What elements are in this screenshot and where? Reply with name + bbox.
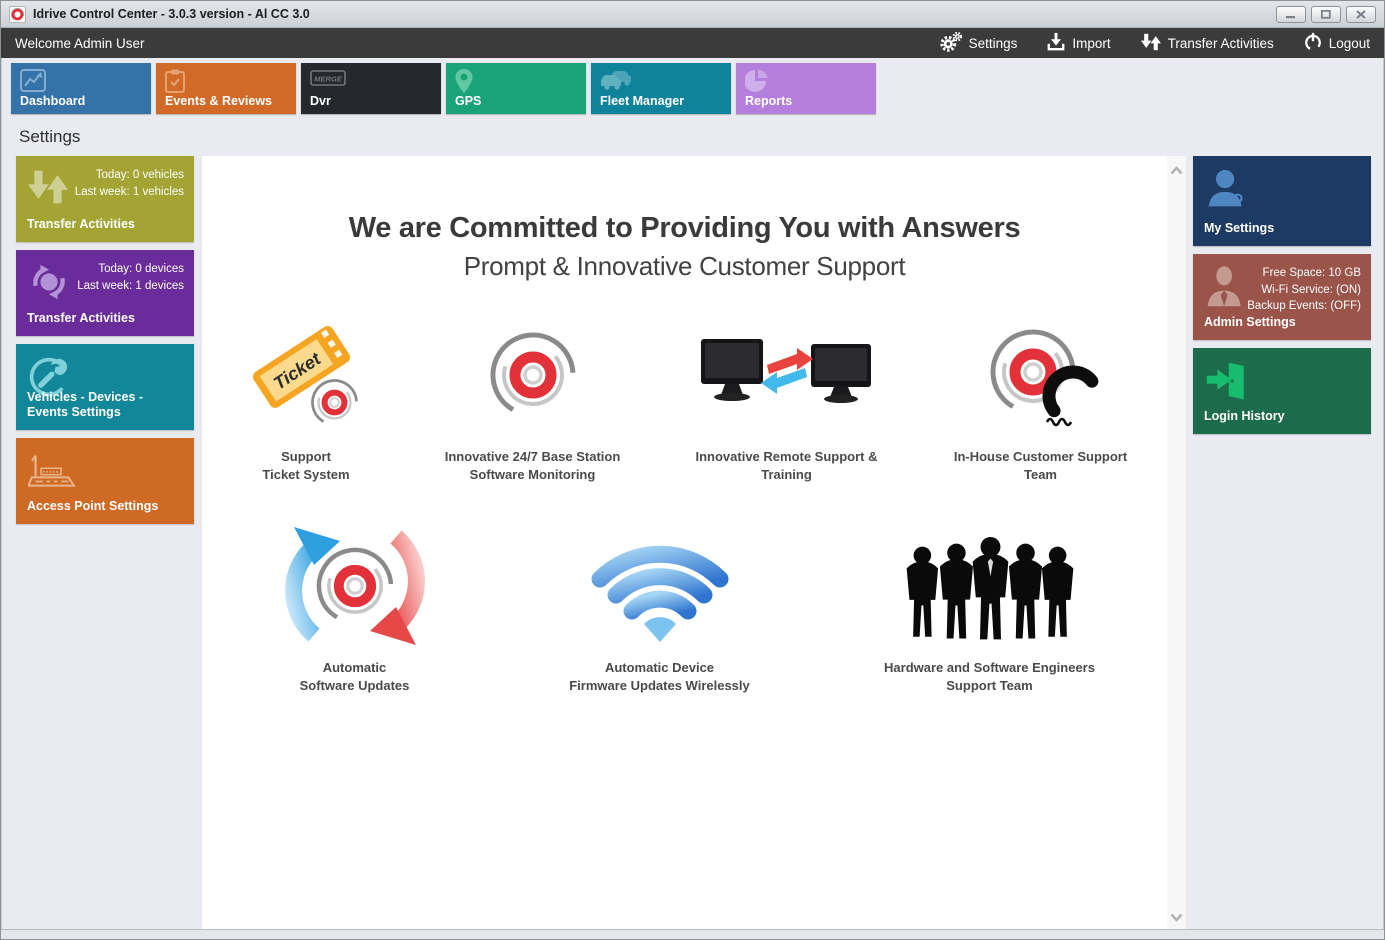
nav-tile-label: Fleet Manager xyxy=(600,94,685,108)
feature-label: Support xyxy=(281,449,331,464)
feature-support-ticket xyxy=(211,316,401,483)
feature-label: Firmware Updates Wirelessly xyxy=(569,677,750,693)
card-my-settings[interactable] xyxy=(1193,156,1371,246)
transfer-activities-label: Transfer Activities xyxy=(1167,35,1274,51)
support-ticket-icon xyxy=(247,316,365,434)
remote-monitors-icon xyxy=(701,316,873,434)
transfer-activities-button[interactable] xyxy=(1141,32,1274,55)
nav-tile-fleet-manager[interactable] xyxy=(591,63,731,114)
feature-label: Ticket System xyxy=(262,466,350,482)
card-label: Transfer Activities xyxy=(27,311,135,326)
scroll-down-icon[interactable] xyxy=(1167,907,1186,927)
import-button[interactable] xyxy=(1047,32,1110,54)
card-transfer-activities-devices[interactable] xyxy=(16,250,194,336)
feature-label: Software Updates xyxy=(299,677,410,693)
welcome-text: Welcome Admin User xyxy=(15,35,145,51)
stat-wifi-service: Wi-Fi Service: (ON) xyxy=(1261,283,1361,296)
feature-label: Support Team xyxy=(946,677,1033,693)
feature-remote-support xyxy=(664,316,909,483)
stat-backup-events: Backup Events: (OFF) xyxy=(1247,300,1361,313)
gears-icon xyxy=(940,32,962,55)
nav-tile-label: Dashboard xyxy=(20,94,86,108)
team-silhouettes-icon xyxy=(900,527,1080,645)
feature-label: Innovative 24/7 Base Station xyxy=(444,449,621,464)
feature-label: Innovative Remote Support & xyxy=(695,449,878,464)
feature-label: Hardware and Software Engineers xyxy=(884,660,1095,676)
settings-label: Settings xyxy=(968,35,1018,51)
stat-today: Today: 0 devices xyxy=(98,263,184,275)
nav-tile-events-reviews[interactable] xyxy=(156,63,296,114)
card-label: My Settings xyxy=(1204,221,1275,236)
support-phone-icon xyxy=(981,316,1101,434)
fleet-cars-icon xyxy=(600,69,634,96)
nav-tiles xyxy=(11,63,876,114)
nav-tile-label: Dvr xyxy=(310,94,331,108)
maximize-button[interactable] xyxy=(1311,6,1341,23)
feature-base-station-monitoring xyxy=(415,316,650,483)
features-row-1 xyxy=(202,316,1167,483)
card-label: Vehicles - Devices - Events Settings xyxy=(27,389,144,420)
scroll-up-icon[interactable] xyxy=(1167,160,1186,180)
stat-free-space: Free Space: 10 GB xyxy=(1262,267,1361,279)
access-point-icon xyxy=(28,450,76,497)
feature-software-updates xyxy=(250,527,460,694)
bullseye-logo-icon xyxy=(483,316,583,434)
nav-tile-reports[interactable] xyxy=(736,63,876,114)
feature-label: Automatic Device xyxy=(604,660,715,676)
page-title: Settings xyxy=(19,127,81,146)
title-bar xyxy=(1,1,1384,28)
nav-tile-dashboard[interactable] xyxy=(11,63,151,114)
card-login-history[interactable] xyxy=(1193,348,1371,434)
svg-text:Ticket: Ticket xyxy=(269,348,325,394)
stat-today: Today: 0 vehicles xyxy=(95,169,184,181)
auto-update-icon xyxy=(276,527,434,645)
feature-engineers-team xyxy=(860,527,1120,694)
login-door-icon xyxy=(1205,360,1249,407)
card-label: Admin Settings xyxy=(1204,315,1296,330)
minimize-button[interactable] xyxy=(1276,6,1306,23)
features-row-2 xyxy=(202,527,1167,694)
nav-tile-label: Reports xyxy=(745,94,793,108)
import-icon xyxy=(1047,32,1065,54)
window-bottom-edge xyxy=(1,929,1384,939)
feature-label: Automatic xyxy=(322,660,387,676)
feature-label: Training xyxy=(761,466,812,482)
nav-tile-label: Events & Reviews xyxy=(165,94,272,108)
feature-label: Team xyxy=(1024,466,1057,482)
admin-user-icon xyxy=(1205,266,1245,315)
transfer-arrows-icon xyxy=(28,168,68,211)
left-sidebar xyxy=(16,156,194,532)
transfer-arrows-icon xyxy=(1141,32,1161,55)
feature-firmware-updates xyxy=(530,527,790,694)
card-label: Login History xyxy=(1204,409,1285,424)
feature-inhouse-support xyxy=(923,316,1158,483)
window-title: Idrive Control Center - 3.0.3 version - Al CC 3.0 xyxy=(33,7,310,21)
header-bar xyxy=(1,28,1384,58)
svg-text:MERGE: MERGE xyxy=(314,74,342,84)
settings-button[interactable] xyxy=(940,32,1018,55)
logout-button[interactable] xyxy=(1304,32,1370,54)
card-label: Access Point Settings xyxy=(27,499,159,514)
logout-label: Logout xyxy=(1328,35,1370,51)
stat-last-week: Last week: 1 devices xyxy=(77,279,184,292)
close-button[interactable] xyxy=(1346,6,1376,23)
main-content-panel xyxy=(202,156,1186,931)
card-vehicles-devices-events-settings[interactable] xyxy=(16,344,194,430)
sync-circle-icon xyxy=(28,262,70,307)
app-logo-icon xyxy=(9,6,26,23)
main-heading: We are Committed to Providing You with Answers xyxy=(348,212,1021,244)
nav-tile-gps[interactable] xyxy=(446,63,586,114)
power-icon xyxy=(1304,32,1322,54)
import-label: Import xyxy=(1072,35,1111,51)
right-sidebar xyxy=(1193,156,1371,442)
main-subheading: Prompt & Innovative Customer Support xyxy=(463,251,906,281)
vertical-scrollbar[interactable] xyxy=(1167,156,1186,931)
card-transfer-activities-vehicles[interactable] xyxy=(16,156,194,242)
user-icon xyxy=(1205,168,1247,217)
nav-tile-dvr[interactable] xyxy=(301,63,441,114)
feature-label: Software Monitoring xyxy=(469,466,596,482)
card-label: Transfer Activities xyxy=(27,217,135,232)
card-access-point-settings[interactable] xyxy=(16,438,194,524)
wifi-icon xyxy=(584,527,736,645)
stat-last-week: Last week: 1 vehicles xyxy=(74,185,184,198)
dvr-merge-icon xyxy=(310,69,346,92)
feature-label: In-House Customer Support xyxy=(953,449,1128,464)
nav-tile-label: GPS xyxy=(455,94,482,108)
card-admin-settings[interactable] xyxy=(1193,254,1371,340)
